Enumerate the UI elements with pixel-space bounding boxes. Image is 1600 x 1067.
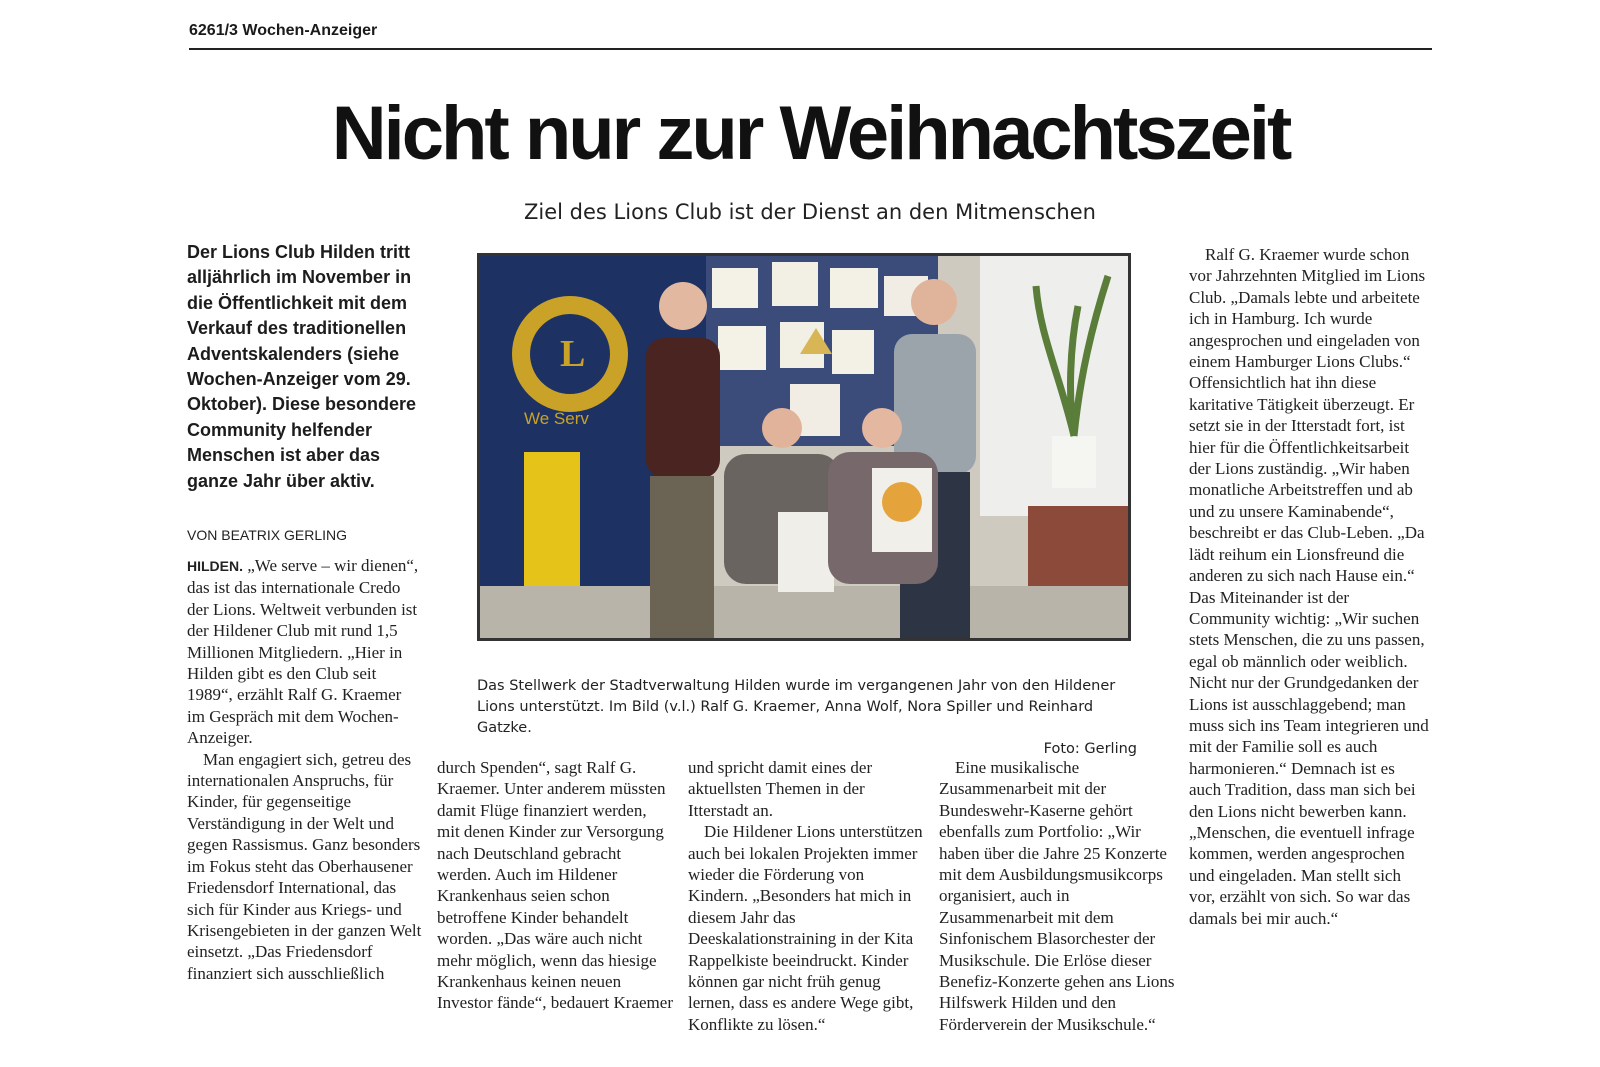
dateline: HILDEN. [187,558,243,574]
paragraph: Ralf G. Kraemer wurde schon vor Jahrzehnten Mitglied im Lions Club. „Damals lebte und arbeitete ich in Hamburg. Ich wurde angesprochen und eingeladen von einem Hamburger Lions Clubs.“ Offensichtlich hat ihn diese karitative Tätigkeit überzeugt. Er setzt sie in der Itterstadt fort, ist hier für die Öffentlichkeitsarbeit der Lions zuständig. „Wir haben monatliche Arbeitstreffen und ab und zu unsere Kaminabende“, beschreibt er das Club-Leben. „Da lädt reihum ein Lionsfreund die anderen zu sich nach Hause ein.“ Das Miteinander ist der Community wichtig: „Wir suchen stets Menschen, die zu uns passen, egal ob männlich oder weiblich. Nicht nur der Grundgedanken der Lions ist ausschlaggebend; man muss sich ins Team integrieren und mit der Familie soll es auch harmonieren.“ Demnach ist es auch Tradition, dass man sich bei den Lions nicht bewerben kann. „Menschen, die eventuell infrage kommen, werden angesprochen und eingeladen. Man stellt sich vor, erzählt von sich. So war das damals bei mir auch.“ [1189,245,1429,928]
article-column-1 [187,555,423,1067]
photo-illustration [480,256,1128,638]
byline: VON BEATRIX GERLING [187,527,347,543]
paragraph: durch Spenden“, sagt Ralf G. Kraemer. Unter anderem müssten damit Flüge finanziert werden, mit denen Kinder zur Versorgung nach Deutschland gebracht werden. Auch im Hildener Krankenhaus seien schon betroffene Kinder behandelt worden. „Das wäre auch nicht mehr möglich, wenn das hiesige Krankenhaus keinen neuen Investor fände“, bedauert Kraemer [437,758,673,1013]
svg-text:L: L [560,333,586,375]
paragraph-text: „We serve – wir dienen“, das ist das internationale Credo der Lions. Weltweit verbunden ist der Hildener Club mit rund 1,5 Millionen Mitgliedern. „Hier in Hilden gibt es den Club seit 1989“, erzählt Ralf G. Kraemer im Gespräch mit dem Wochen-Anzeiger. [187,556,419,748]
photo-credit: Foto: Gerling [1043,741,1137,757]
photo-caption [477,676,1137,760]
headline: Nicht nur zur Weihnachtszeit [331,91,1290,176]
page-reference: 6261/3 Wochen-Anzeiger [189,22,378,39]
paragraph [187,555,423,749]
banner-text: We Serv [524,409,589,428]
paragraph: Die Hildener Lions unterstützen auch bei lokalen Projekten immer wieder die Förderung von Kindern. „Besonders hat mich in diesem Jahr das Deeskalationstraining in der Kita Rappelkiste beeindruckt. Kinder können gar nicht früh genug lernen, dass es andere Wege gibt, Konflikte zu lösen.“ [688,822,923,1034]
paragraph: und spricht damit eines der aktuellsten Themen in der Itterstadt an. [688,758,873,820]
paragraph: Eine musikalische Zusammenarbeit mit der Bundeswehr-Kaserne gehört ebenfalls zum Portfolio: „Wir haben über die Jahre 25 Konzerte mit dem Ausbildungsmusikcorps organisiert, auch in Zusammenarbeit mit dem Sinfonischem Blasorchester der Musikschule. Die Erlöse dieser Benefiz-Konzerte gehen ans Lions Hilfswerk Hilden und den Förderverein der Musikschule.“ [939,758,1175,1034]
article-photo [477,253,1131,641]
page-header [189,22,1432,50]
article-column-2 [437,757,673,1067]
article-column-3 [688,757,924,1067]
subheadline: Ziel des Lions Club ist der Dienst an den Mitmenschen [524,200,1096,224]
paragraph: Man engagiert sich, getreu des internationalen Anspruchs, für Kinder, für gegenseitige Verständigung in der Welt und gegen Rassismus. Ganz besonders im Fokus steht das Oberhausener Friedensdorf International, das sich für Kinder aus Kriegs- und Krisengebieten in der ganzen Welt einsetzt. „Das Friedensdorf finanziert sich ausschließlich [187,749,422,983]
lead-paragraph: Der Lions Club Hilden tritt alljährlich im November in die Öffentlichkeit mit dem Verkauf des traditionellen Adventskalenders (siehe Wochen-Anzeiger vom 29. Oktober). Diese besondere Community helfender Menschen ist aber das ganze Jahr über aktiv. [187,242,417,491]
article-column-4 [939,757,1175,1067]
article-column-5 [1189,244,1430,1067]
caption-text: Das Stellwerk der Stadtverwaltung Hilden wurde im vergangenen Jahr von den Hildener Lions unterstützt. Im Bild (v.l.) Ralf G. Kraemer, Anna Wolf, Nora Spiller und Reinhard Gatzke. [477,678,1116,736]
